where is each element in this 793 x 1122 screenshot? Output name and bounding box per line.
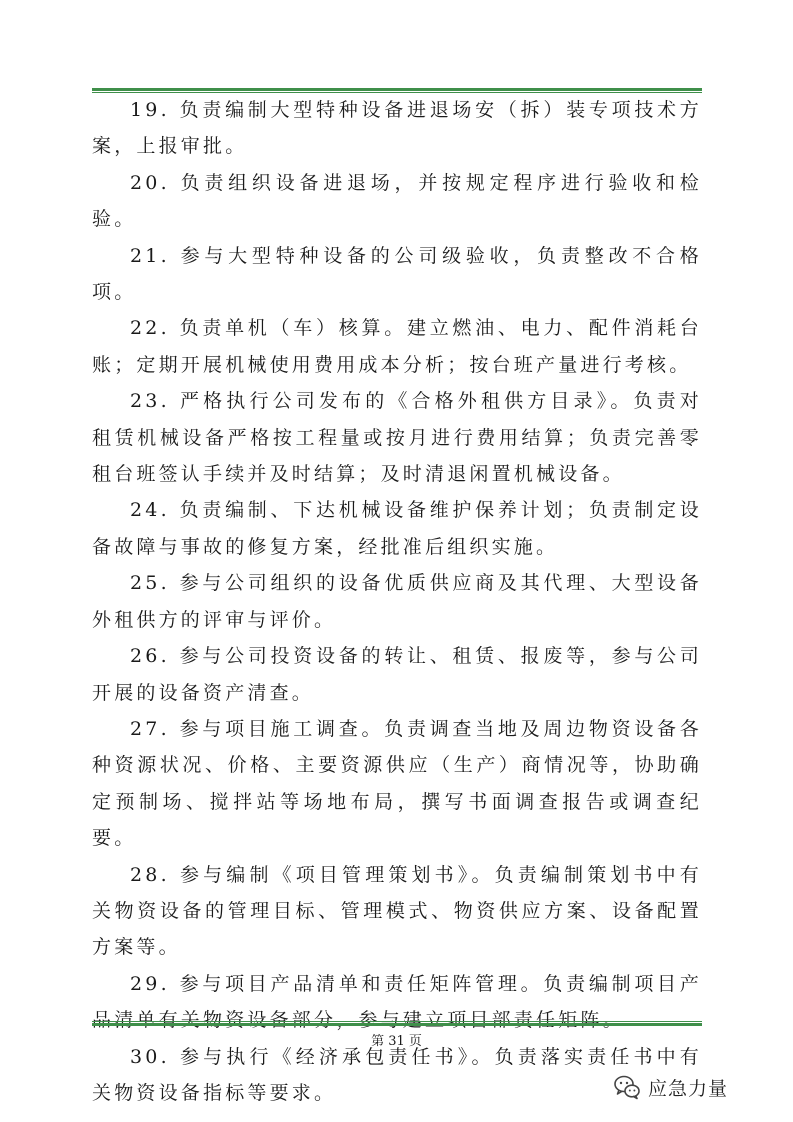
- watermark: [612, 1072, 728, 1102]
- paragraph-23: 23. 严格执行公司发布的《合格外租供方目录》。负责对租赁机械设备严格按工程量或按月进行费用结算；负责完善零租台班签认手续并及时结算；及时清退闲置机械设备。: [92, 390, 702, 486]
- wechat-icon: [612, 1072, 642, 1102]
- paragraph-29: 29. 参与项目产品清单和责任矩阵管理。负责编制项目产: [130, 972, 702, 995]
- paragraph-19: 19. 负责编制大型特种设备进退场安（拆）装专项技术方案，上报审批。: [92, 99, 702, 158]
- paragraph-26: 26. 参与公司投资设备的转让、租赁、报废等，参与公司开展的设备资产清查。: [92, 645, 702, 704]
- paragraph-30: 30. 参与执行《经济承包责任书》。负责落实责任书中有关物资设备指标等要求。: [92, 1045, 702, 1104]
- header-rule-thick: [92, 88, 702, 91]
- footer-rule-thick: [92, 1023, 702, 1026]
- paragraph-28: 28. 参与编制《项目管理策划书》。负责编制策划书中有关物资设备的管理目标、管理模式、物资供应方案、设备配置方案等。: [92, 863, 702, 959]
- page-number: 第 31 页: [371, 1034, 422, 1049]
- document-body: [92, 92, 702, 1111]
- paragraph-20: 20. 负责组织设备进退场，并按规定程序进行验收和检验。: [92, 171, 702, 231]
- footer-rule-thin: [92, 1021, 702, 1022]
- paragraph-27: 27. 参与项目施工调查。负责调查当地及周边物资设备各种资源状况、价格、主要资源供应（生产）商情况等，协助确定预制场、搅拌站等场地布局，撰写书面调查报告或调查纪要。: [92, 717, 702, 850]
- paragraph-22: 22. 负责单机（车）核算。建立燃油、电力、配件消耗台账；定期开展机械使用费用成本分析；按台班产量进行考核。: [92, 317, 702, 376]
- paragraph-25: 25. 参与公司组织的设备优质供应商及其代理、大型设备外租供方的评审与评价。: [92, 572, 702, 631]
- watermark-text: 应急力量: [648, 1077, 729, 1100]
- paragraph-21: 21. 参与大型特种设备的公司级验收，负责整改不合格项。: [92, 244, 702, 304]
- paragraph-24: 24. 负责编制、下达机械设备维护保养计划；负责制定设备故障与事故的修复方案，经批准后组织实施。: [92, 499, 702, 558]
